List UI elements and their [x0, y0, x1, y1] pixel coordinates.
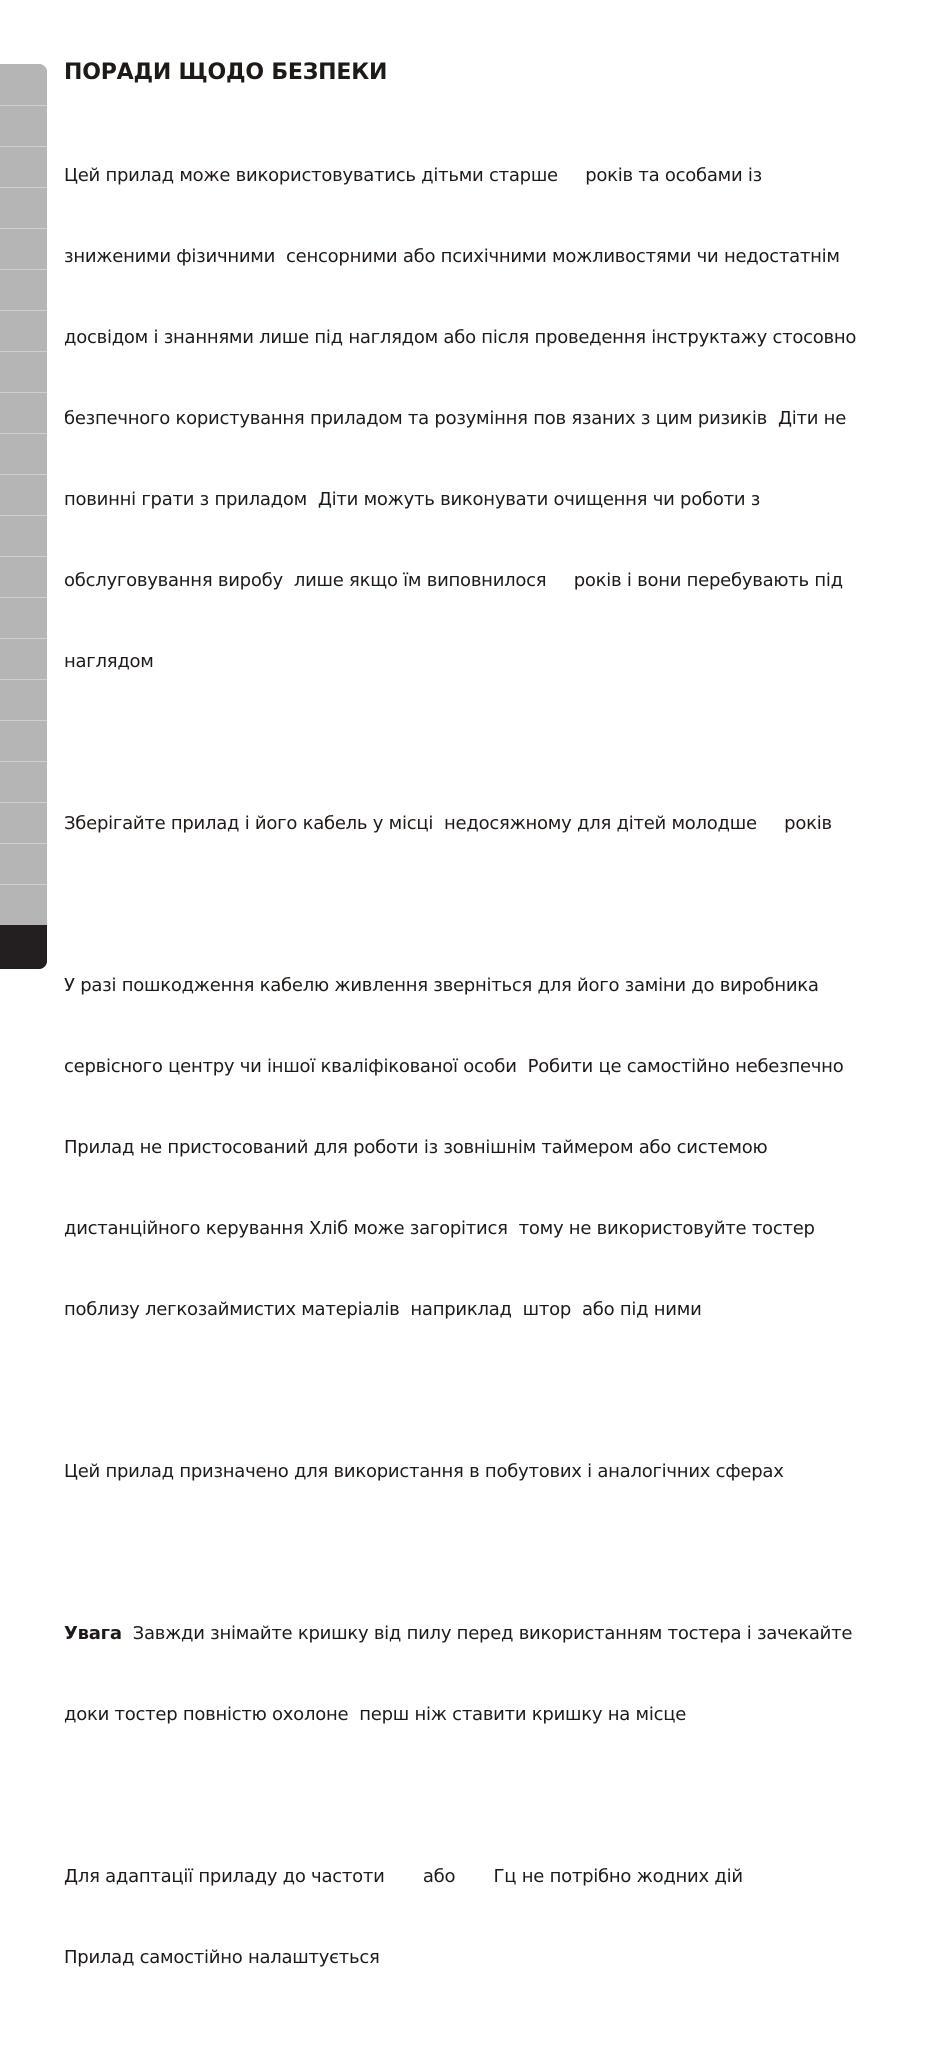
- text-line: [64, 1620, 904, 1647]
- side-tab: [0, 310, 47, 351]
- side-tab: [0, 474, 47, 515]
- side-tab: [0, 556, 47, 597]
- side-tab: [0, 720, 47, 761]
- warning-text: Завжди знімайте кришку від пилу перед використанням тостера і зачекайте: [121, 1623, 853, 1644]
- side-tab: [0, 638, 47, 679]
- side-tab-active: [0, 925, 47, 969]
- text-line: досвідом і знаннями лише під наглядом або після проведення інструктажу стосовно: [64, 327, 857, 348]
- side-tab: [0, 228, 47, 269]
- paragraph-household-use: [64, 1404, 904, 1539]
- language-side-tabs: [0, 64, 47, 969]
- text-line: Прилад самостійно налаштується: [64, 1947, 380, 1968]
- text-line: зниженими фізичними сенсорними або психічними можливостями чи недостатнім: [64, 246, 840, 267]
- side-tab: [0, 269, 47, 310]
- side-tab: [0, 884, 47, 925]
- paragraph-frequency: [64, 1809, 904, 2025]
- side-tab: [0, 105, 47, 146]
- side-tab: [0, 433, 47, 474]
- paragraph-warning: [64, 1566, 904, 1782]
- text-line: повинні грати з приладом Діти можуть виконувати очищення чи роботи з: [64, 489, 761, 510]
- side-tab: [0, 843, 47, 884]
- warning-label: Увага: [64, 1623, 122, 1644]
- paragraph-storage: [64, 756, 904, 891]
- paragraph-children-supervision: [64, 108, 904, 729]
- side-tab: [0, 187, 47, 228]
- text-line: Зберігайте прилад і його кабель у місці недосяжному для дітей молодше років: [64, 813, 832, 834]
- side-tab: [0, 146, 47, 187]
- side-tab: [0, 802, 47, 843]
- side-tab: [0, 515, 47, 556]
- side-tab: [0, 597, 47, 638]
- side-tab: [0, 351, 47, 392]
- text-line: Цей прилад може використовуватись дітьми старше років та особами із: [64, 165, 762, 186]
- text-line: У разі пошкодження кабелю живлення зверніться для його заміни до виробника: [64, 975, 819, 996]
- page-title: ПОРАДИ ЩОДО БЕЗПЕКИ: [64, 60, 388, 85]
- text-line: сервісного центру чи іншої кваліфікованої особи Робити це самостійно небезпечно: [64, 1056, 844, 1077]
- text-line: Для адаптації приладу до частоти або Гц не потрібно жодних дій: [64, 1866, 743, 1887]
- text-line: безпечного користування приладом та розуміння пов язаних з цим ризиків Діти не: [64, 408, 847, 429]
- text-line: наглядом: [64, 651, 154, 672]
- side-tab: [0, 679, 47, 720]
- text-line: поблизу легкозаймистих матеріалів наприклад штор або під ними: [64, 1299, 702, 1320]
- side-tab: [0, 761, 47, 802]
- text-line: Прилад не пристосований для роботи із зовнішнім таймером або системою: [64, 1137, 768, 1158]
- side-tab: [0, 64, 47, 105]
- text-line: обслуговування виробу лише якщо їм виповнилося років і вони перебувають під: [64, 570, 843, 591]
- text-line: Цей прилад призначено для використання в побутових і аналогічних сферах: [64, 1461, 784, 1482]
- document-content: [64, 58, 904, 2052]
- side-tab: [0, 392, 47, 433]
- text-line: доки тостер повністю охолоне перш ніж ставити кришку на місце: [64, 1704, 687, 1725]
- paragraph-cable-damage: [64, 918, 904, 1377]
- text-line: дистанційного керування Хліб може загорітися тому не використовуйте тостер: [64, 1218, 815, 1239]
